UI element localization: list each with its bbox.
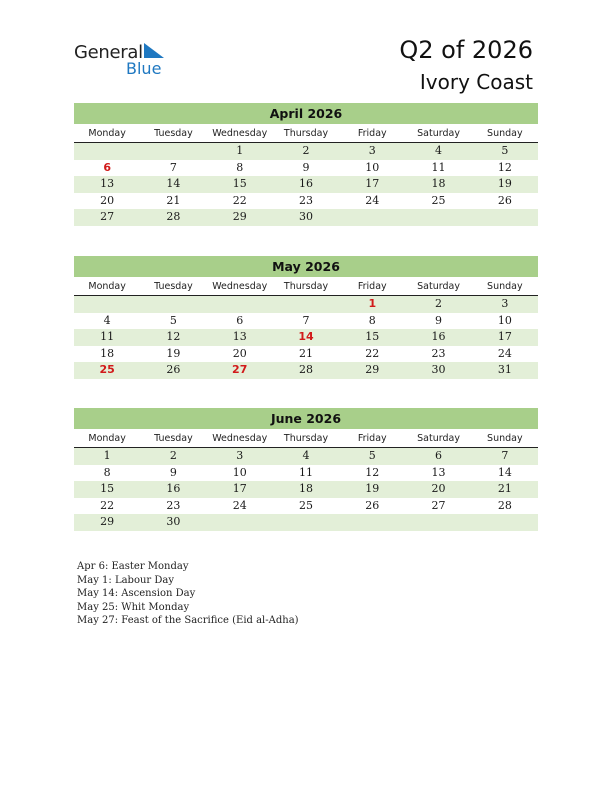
- holiday-note: May 1: Labour Day: [77, 574, 174, 586]
- logo-triangle-icon: [142, 43, 166, 59]
- logo-word-general: General: [74, 42, 143, 63]
- day-cell: 9: [302, 160, 310, 174]
- month-title: May 2026: [74, 256, 538, 277]
- day-cell: 16: [431, 330, 446, 343]
- week-row: [74, 481, 538, 498]
- weekday-header: Sunday: [487, 128, 523, 139]
- day-cell: 22: [232, 193, 247, 207]
- day-cell: 3: [501, 297, 509, 310]
- week-row: [74, 176, 538, 193]
- day-cell: 9: [169, 465, 177, 479]
- weekday-header: Wednesday: [212, 281, 268, 292]
- day-cell: 19: [365, 482, 380, 495]
- day-cell: 6: [435, 449, 443, 462]
- day-cell: 16: [298, 177, 313, 190]
- day-cell: 11: [431, 160, 446, 174]
- day-cell: 5: [501, 144, 509, 157]
- day-cell: 25: [298, 498, 313, 512]
- holiday-note: May 14: Ascension Day: [77, 588, 196, 599]
- empty-day-cell: [207, 514, 273, 531]
- week-row: [74, 362, 538, 379]
- empty-day-cell: [339, 514, 405, 531]
- week-row: [74, 498, 538, 515]
- day-cell: 15: [232, 177, 247, 190]
- weekday-header: Sunday: [487, 433, 523, 444]
- day-cell: 24: [497, 346, 512, 360]
- country-name: Ivory Coast: [419, 70, 533, 94]
- day-cell: 8: [236, 160, 244, 174]
- holiday-day-cell: 14: [298, 330, 314, 343]
- weekday-header: Friday: [357, 433, 387, 444]
- day-cell: 22: [100, 498, 115, 512]
- empty-day-cell: [273, 296, 339, 313]
- day-cell: 14: [166, 177, 181, 190]
- day-cell: 1: [236, 144, 244, 157]
- weekday-header: Tuesday: [154, 281, 193, 292]
- day-cell: 18: [431, 177, 446, 190]
- empty-day-cell: [405, 209, 471, 226]
- day-cell: 5: [368, 449, 376, 462]
- day-cell: 20: [431, 482, 446, 495]
- weekday-header: Tuesday: [154, 433, 193, 444]
- day-cell: 23: [431, 346, 446, 360]
- weekday-header: Sunday: [487, 281, 523, 292]
- day-cell: 23: [298, 193, 313, 207]
- week-row: [74, 209, 538, 226]
- day-cell: 19: [166, 346, 181, 360]
- weekday-header-row: [74, 125, 538, 143]
- day-cell: 2: [435, 297, 443, 310]
- weekday-header: Friday: [357, 128, 387, 139]
- day-cell: 9: [435, 313, 443, 327]
- day-cell: 26: [497, 193, 512, 207]
- day-cell: 13: [232, 330, 247, 343]
- day-cell: 12: [166, 330, 181, 343]
- empty-day-cell: [405, 514, 471, 531]
- day-cell: 29: [365, 363, 380, 376]
- month-title: June 2026: [74, 408, 538, 429]
- day-cell: 28: [497, 498, 512, 512]
- day-cell: 14: [497, 465, 512, 479]
- day-cell: 7: [169, 160, 177, 174]
- day-cell: 13: [431, 465, 446, 479]
- day-cell: 10: [232, 465, 247, 479]
- day-cell: 17: [232, 482, 247, 495]
- holiday-day-cell: 1: [368, 297, 377, 310]
- empty-day-cell: [207, 296, 273, 313]
- empty-day-cell: [140, 296, 206, 313]
- weekday-header: Thursday: [283, 281, 329, 292]
- day-cell: 3: [368, 144, 376, 157]
- weekday-header: Saturday: [417, 128, 460, 139]
- day-cell: 7: [501, 449, 509, 462]
- day-cell: 2: [302, 144, 310, 157]
- week-row: [74, 514, 538, 531]
- day-cell: 7: [302, 313, 310, 327]
- weekday-header-row: [74, 278, 538, 296]
- day-cell: 31: [497, 363, 512, 376]
- day-cell: 12: [365, 465, 380, 479]
- day-cell: 4: [302, 449, 310, 462]
- weekday-header: Saturday: [417, 281, 460, 292]
- day-cell: 27: [100, 210, 115, 223]
- day-cell: 21: [166, 193, 181, 207]
- day-cell: 15: [100, 482, 115, 495]
- weekday-header-row: [74, 430, 538, 448]
- day-cell: 26: [166, 363, 181, 376]
- day-cell: 29: [232, 210, 247, 223]
- weekday-header: Monday: [88, 128, 126, 139]
- month-calendar: [74, 256, 538, 379]
- day-cell: 30: [431, 363, 446, 376]
- week-row: [74, 193, 538, 210]
- day-cell: 15: [365, 330, 380, 343]
- empty-day-cell: [74, 296, 140, 313]
- empty-day-cell: [74, 143, 140, 160]
- day-cell: 28: [298, 363, 313, 376]
- day-cell: 1: [103, 449, 111, 462]
- day-cell: 27: [431, 498, 446, 512]
- logo-word-blue: Blue: [126, 59, 162, 78]
- day-cell: 30: [166, 515, 181, 528]
- day-cell: 19: [497, 177, 512, 190]
- day-cell: 11: [100, 330, 115, 343]
- weekday-header: Monday: [88, 433, 126, 444]
- holiday-note: May 25: Whit Monday: [77, 601, 190, 613]
- day-cell: 26: [365, 498, 380, 512]
- weekday-header: Wednesday: [212, 128, 268, 139]
- empty-day-cell: [140, 143, 206, 160]
- week-row: [74, 160, 538, 177]
- day-cell: 20: [232, 346, 247, 360]
- day-cell: 11: [298, 465, 313, 479]
- day-cell: 17: [497, 330, 512, 343]
- month-title: April 2026: [74, 103, 538, 124]
- holiday-day-cell: 6: [103, 160, 111, 174]
- weekday-header: Friday: [357, 281, 387, 292]
- day-cell: 30: [298, 210, 313, 223]
- day-cell: 24: [365, 193, 380, 207]
- day-cell: 4: [103, 313, 111, 327]
- weekday-header: Saturday: [417, 433, 460, 444]
- day-cell: 18: [100, 346, 115, 360]
- day-cell: 8: [103, 465, 111, 479]
- day-cell: 10: [497, 313, 512, 327]
- month-calendar: [74, 408, 538, 531]
- day-cell: 13: [100, 177, 115, 190]
- generalblue-logo: [74, 42, 174, 78]
- empty-day-cell: [472, 209, 538, 226]
- weekday-header: Thursday: [283, 128, 329, 139]
- month-calendar: [74, 103, 538, 226]
- day-cell: 18: [298, 482, 313, 495]
- empty-day-cell: [339, 209, 405, 226]
- day-cell: 23: [166, 498, 181, 512]
- week-row: [74, 329, 538, 346]
- day-cell: 12: [497, 160, 512, 174]
- holiday-note: May 27: Feast of the Sacrifice (Eid al-Adha): [77, 615, 299, 626]
- day-cell: 17: [365, 177, 380, 190]
- day-cell: 29: [100, 515, 115, 528]
- page-title: Q2 of 2026: [399, 36, 533, 64]
- day-cell: 21: [497, 482, 512, 495]
- holiday-notes: [77, 560, 299, 628]
- day-cell: 20: [100, 193, 115, 207]
- week-row: [74, 143, 538, 160]
- day-cell: 21: [298, 346, 313, 360]
- holiday-day-cell: 27: [232, 363, 248, 376]
- day-cell: 28: [166, 210, 181, 223]
- day-cell: 8: [368, 313, 376, 327]
- week-row: [74, 465, 538, 482]
- empty-day-cell: [472, 514, 538, 531]
- week-row: [74, 296, 538, 313]
- holiday-note: Apr 6: Easter Monday: [77, 561, 189, 572]
- day-cell: 5: [169, 313, 177, 327]
- weekday-header: Wednesday: [212, 433, 268, 444]
- week-row: [74, 448, 538, 465]
- day-cell: 2: [169, 449, 177, 462]
- week-row: [74, 313, 538, 330]
- day-cell: 4: [435, 144, 443, 157]
- day-cell: 24: [232, 498, 247, 512]
- weekday-header: Monday: [88, 281, 126, 292]
- weekday-header: Thursday: [283, 433, 329, 444]
- day-cell: 16: [166, 482, 181, 495]
- week-row: [74, 346, 538, 363]
- day-cell: 6: [236, 313, 244, 327]
- day-cell: 10: [365, 160, 380, 174]
- day-cell: 3: [236, 449, 244, 462]
- empty-day-cell: [273, 514, 339, 531]
- weekday-header: Tuesday: [154, 128, 193, 139]
- day-cell: 25: [431, 193, 446, 207]
- holiday-day-cell: 25: [99, 363, 115, 376]
- day-cell: 22: [365, 346, 380, 360]
